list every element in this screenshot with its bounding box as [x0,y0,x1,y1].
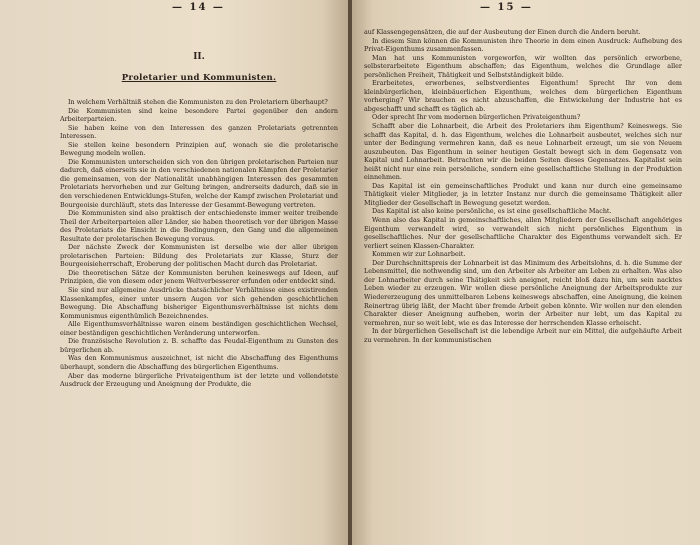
paragraph: In diesem Sinn können die Kommunisten ihre Theorie in dem einen Ausdruck: Aufhebung des Privat-Eigenthums zusammenfassen. [364,36,682,54]
section-number: II. [193,52,205,62]
right-page [352,0,700,545]
paragraph: Alle Eigenthumsverhältnisse waren einem beständigen geschichtlichen Wechsel, einer beständigen geschichtlichen Veränderung unterworfen. [60,320,338,337]
paragraph: Sie sind nur allgemeine Ausdrücke thatsächlicher Verhältnisse eines existirenden Klassenkampfes, einer unter unsern Augen vor sich gehenden geschichtlichen Bewegung. Die Abschaffung bisheriger Eigenthumsverhältnisse ist nichts dem Kommunismus eigenthümlich Bezeichnendes. [60,286,338,320]
page-number-right: — 15 — [480,2,533,13]
paragraph: auf Klassengegensätzen, die auf der Ausbeutung der Einen durch die Andern beruht. [364,28,641,36]
paragraph: Was den Kommunismus auszeichnet, ist nicht die Abschaffung des Eigenthums überhaupt, sondern die Abschaffung des bürgerlichen Eigenthums. [60,354,338,371]
section-title: Proletarier und Kommunisten. [121,73,277,83]
paragraph: Wenn also das Kapital in gemeinschaftliches, allen Mitgliedern der Gesellschaft angehöriges Eigenthum verwandelt wird, so verwandelt sich nicht persönliches Eigenthum in gesellschaftliches. Nur der gesellschaftliche Charakter des Eigenthums verwandelt sich. Er verliert seinen Klassen-Charakter. [364,216,682,250]
left-page-body [60,98,338,389]
paragraph: Sie haben keine von den Interessen des ganzen Proletariats getrennten Interessen. [60,123,338,141]
paragraph: In der bürgerlichen Gesellschaft ist die lebendige Arbeit nur ein Mittel, die aufgehäufte Arbeit zu vermehren. In der kommunistischen [364,327,682,344]
paragraph: Oder sprecht Ihr vom modernen bürgerlichen Privateigenthum? [372,113,581,122]
paragraph: Der nächste Zweck der Kommunisten ist derselbe wie der aller übrigen proletarischen Parteien: Bildung des Proletariats zur Klasse, Sturz der Bourgeoisieherrschaft, Eroberung der politischen Macht durch das Proletariat. [60,243,338,269]
paragraph: In welchem Verhältniß stehen die Kommunisten zu den Proletariern überhaupt? [68,98,328,106]
paragraph: Kommen wir zur Lohnarbeit. [372,250,466,259]
paragraph: Die Kommunisten sind also praktisch der entschiedenste immer weiter treibende Theil der Arbeiterparteien aller Länder, sie haben theoretisch vor der übrigen Masse des Proletariats die Einsicht in die Bedingungen, den Gang und die allgemeinen Resultate der proletarischen Bewegung voraus. [60,209,338,243]
paragraph: Das Kapital ist also keine persönliche, es ist eine gesellschaftliche Macht. [372,207,612,216]
paragraph: Das Kapital ist ein gemeinschaftliches Produkt und kann nur durch eine gemeinsame Thätigkeit vieler Mitglieder, ja in letzter Instanz nur durch die gemeinsame Thätigkeit aller Mitglieder der Gesellschaft in Bewegung gesetzt werden. [364,181,682,207]
page-number-left: — 14 — [172,2,225,13]
paragraph: Schafft aber die Lohnarbeit, die Arbeit des Proletariers ihm Eigenthum? Keineswegs. Sie schafft das Kapital, d. h. das Eigenthum, welches die Lohnarbeit ausbeutet, welches sich nur unter der Bedingung vermehren kann, daß es neue Lohnarbeit erzeugt, um sie von Neuem auszubeuten. Das Eigenthum in seiner heutigen Gestalt bewegt sich in dem Gegensatz von Kapital und Lohnarbeit. Betrachten wir die beiden Seiten dieses Gegensatzes. Kapitalist sein heißt nicht nur eine rein persönliche, sondern eine gesellschaftliche Stellung in der Produktion einnehmen. [364,122,682,182]
right-page-body [364,28,682,344]
paragraph: Sie stellen keine besondern Prinzipien auf, wonach sie die proletarische Bewegung modeln wollen. [60,140,338,158]
paragraph: Aber das moderne bürgerliche Privateigenthum ist der letzte und vollendetste Ausdruck der Erzeugung und Aneignung der Produkte, die [60,371,338,389]
paragraph: Die Kommunisten sind keine besondere Partei gegenüber den andern Arbeiterparteien. [60,106,338,124]
paragraph: Die französische Revolution z. B. schaffte das Feudal-Eigenthum zu Gunsten des bürgerlichen ab. [60,337,338,354]
paragraph: Die theoretischen Sätze der Kommunisten beruhen keineswegs auf Ideen, auf Prinzipien, die von diesem oder jenem Weltverbesserer erfunden oder entdeckt sind. [60,268,338,286]
paragraph: Man hat uns Kommunisten vorgeworfen, wir wollten das persönlich erworbene, selbsterarbeitete Eigenthum abschaffen; das Eigenthum, welches die Grundlage aller persönlichen Freiheit, Thätigkeit und Selbstständigkeit bilde. [364,53,682,79]
paragraph: Der Durchschnittspreis der Lohnarbeit ist das Minimum des Arbeitslohns, d. h. die Summe der Lebensmittel, die nothwendig sind, um den Arbeiter als Arbeiter am Leben zu erhalten. Was also der Lohnarbeiter durch seine Thätigkeit sich aneignet, reicht bloß dazu hin, um sein nacktes Leben wieder zu erzeugen. Wir wollen diese persönliche Aneignung der Arbeitsprodukte zur Wiedererzeugung des unmittelbaren Lebens keineswegs abschaffen, eine Aneignung, die keinen Reinertrag übrig läßt, der Macht über fremde Arbeit geben könnte. Wir wollen nur den elenden Charakter dieser Aneignung aufheben, worin der Arbeiter nur lebt, um das Kapital zu vermehren, nur so weit lebt, wie es das Interesse der herrschenden Klasse erheischt. [364,258,682,327]
paragraph: Die Kommunisten unterscheiden sich von den übrigen proletarischen Parteien nur dadurch, daß einerseits sie in den verschiedenen nationalen Kämpfen der Proletarier die gemeinsamen, von der Nationalität unabhängigen Interessen des gesammten Proletariats hervorheben und zur Geltung bringen, andrerseits dadurch, daß sie in den verschiedenen Entwicklungs-Stufen, welche der Kampf zwischen Proletariat und Bourgeoisie durchläuft, stets das Interesse der Gesammt-Bewegung vertreten. [60,157,338,209]
paragraph: Erarbeitetes, erworbenes, selbstverdientes Eigenthum! Sprecht Ihr von dem kleinbürgerlichen, kleinbäuerlichen Eigenthum, welches dem bürgerlichen Eigenthum vorherging? Wir brauchen es nicht abzuschaffen, die Entwickelung der Industrie hat es abgeschafft und schafft es täglich ab. [364,79,682,113]
